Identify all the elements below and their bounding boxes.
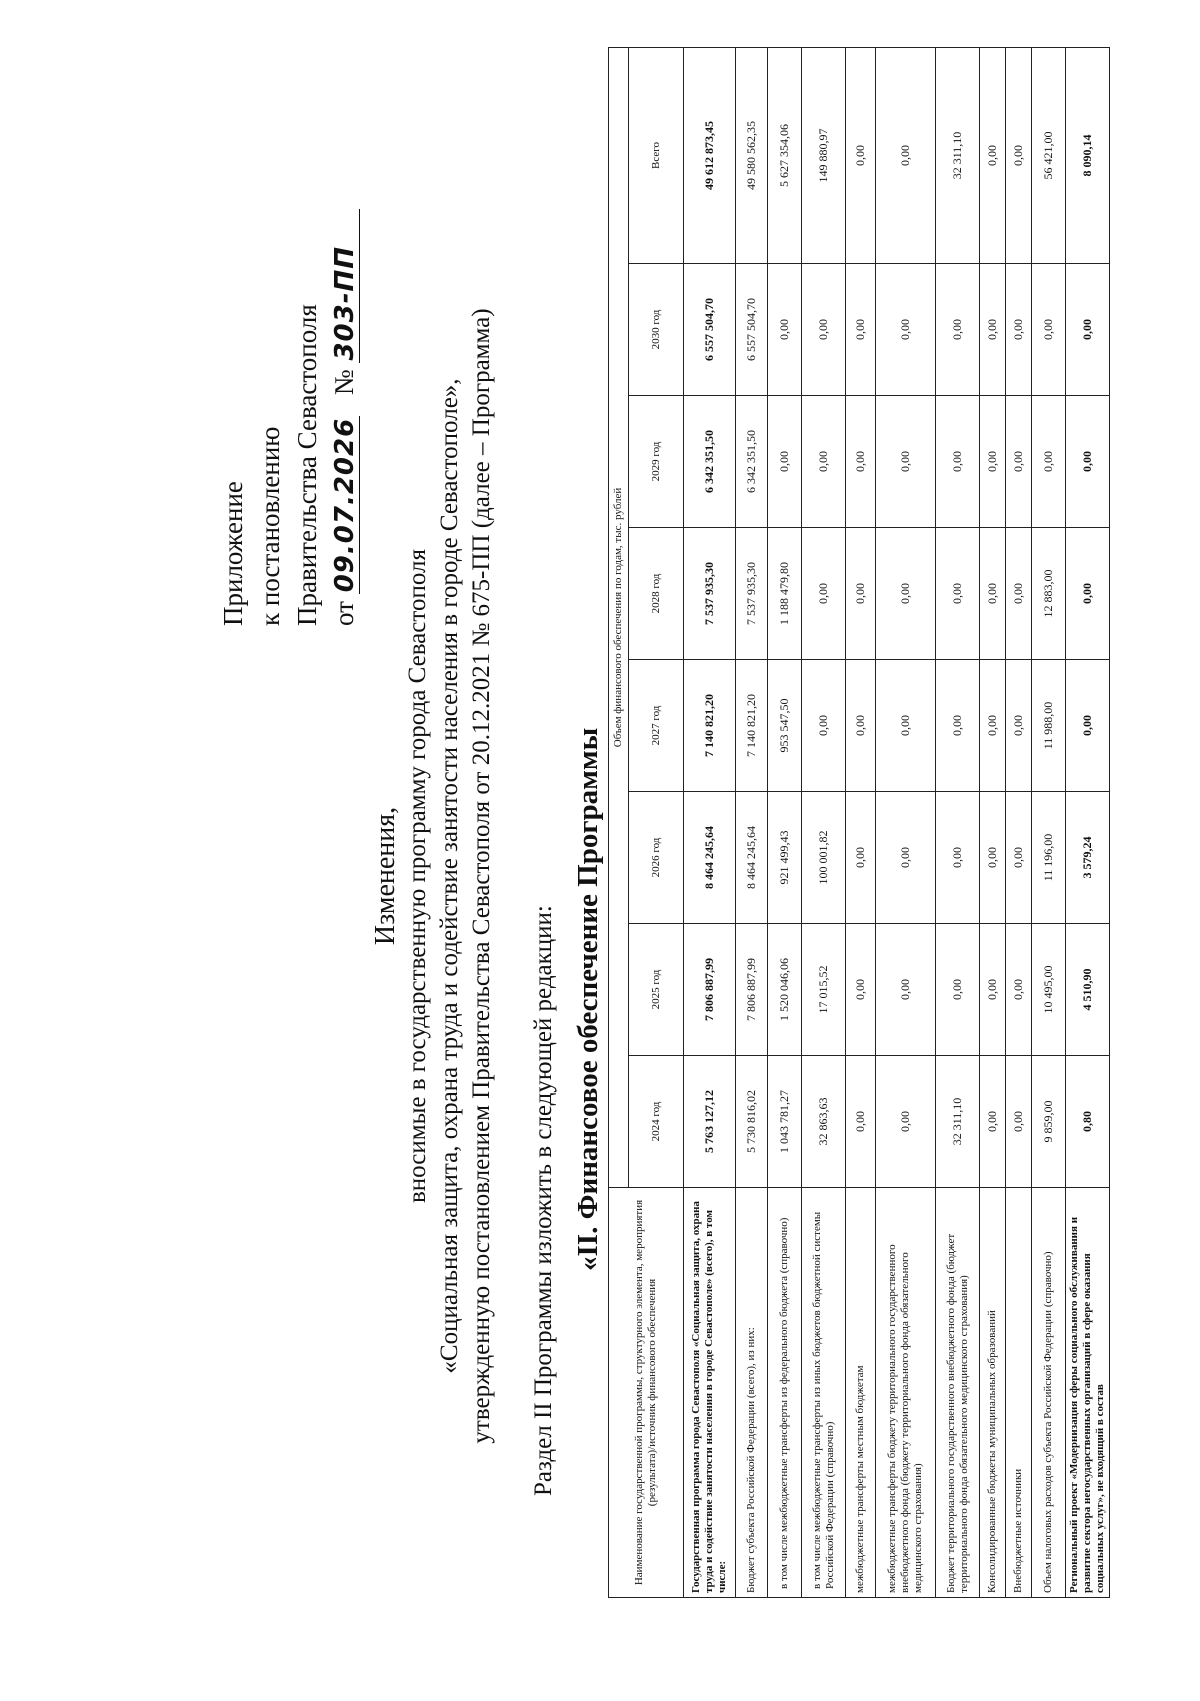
value-cell: 0,00: [936, 264, 980, 396]
section-title: «II. Финансовое обеспечение Программы: [572, 727, 604, 1271]
value-cell: 6 557 504,70: [684, 264, 736, 396]
value-cell: 0,00: [936, 792, 980, 924]
table-row: [1032, 47, 1066, 1597]
value-cell: 9 859,00: [1032, 1056, 1066, 1188]
row-label: Объем налоговых расходов субъекта Российской Федерации (справочно): [1032, 1188, 1066, 1598]
value-cell: 7 806 887,99: [736, 924, 768, 1056]
value-cell: 56 421,00: [1032, 47, 1066, 263]
value-cell: 0,00: [1006, 47, 1032, 263]
value-cell: 0,00: [876, 528, 936, 660]
value-cell: 3 579,24: [1066, 792, 1110, 924]
value-cell: 12 883,00: [1032, 528, 1066, 660]
value-cell: 0,00: [936, 660, 980, 792]
value-cell: 32 863,63: [802, 1056, 846, 1188]
value-cell: 5 627 354,06: [768, 47, 802, 263]
value-cell: 6 342 351,50: [684, 396, 736, 528]
col-name-header: Наименование государственной программы, структурного элемента, мероприятия (результата)/источник финансового обеспечения: [609, 1188, 684, 1598]
row-label: Внебюджетные источники: [1006, 1188, 1032, 1598]
table-row: [876, 47, 936, 1597]
value-cell: 49 612 873,45: [684, 47, 736, 263]
row-label: Региональный проект «Модернизация сферы социального обслуживания и развитие сектора негосударственных организаций в сфере оказания социальных услуг», не входящий в состав: [1066, 1188, 1110, 1598]
table-row: [936, 47, 980, 1597]
value-cell: 0,00: [936, 924, 980, 1056]
value-cell: 0,00: [980, 47, 1006, 263]
appendix-line-2: к постановлению: [255, 426, 285, 626]
year-header: 2025 год: [629, 924, 684, 1056]
table-row: [846, 47, 876, 1597]
value-cell: 0,00: [980, 264, 1006, 396]
value-cell: 0,00: [1006, 264, 1032, 396]
value-cell: 0,00: [846, 264, 876, 396]
value-cell: 0,00: [1032, 396, 1066, 528]
value-cell: 1 520 046,06: [768, 924, 802, 1056]
date-prefix: от: [329, 601, 359, 626]
appendix-line-1: Приложение: [218, 481, 248, 626]
value-cell: 0,00: [980, 924, 1006, 1056]
title-line-1: Изменения,: [370, 806, 401, 946]
value-cell: 0,00: [1006, 924, 1032, 1056]
value-cell: 0,00: [876, 1056, 936, 1188]
financing-table: [608, 47, 1110, 1598]
value-cell: 0,00: [802, 264, 846, 396]
instruction-text: Раздел II Программы изложить в следующей редакции:: [530, 905, 557, 1496]
value-cell: 49 580 562,35: [736, 47, 768, 263]
value-cell: 0,00: [846, 1056, 876, 1188]
row-label: Консолидированные бюджеты муниципальных образований: [980, 1188, 1006, 1598]
value-cell: 0,00: [846, 528, 876, 660]
value-cell: 32 311,10: [936, 47, 980, 263]
value-cell: 0,00: [1006, 1056, 1032, 1188]
value-cell: 0,00: [846, 396, 876, 528]
year-header: 2027 год: [629, 660, 684, 792]
value-cell: 149 880,97: [802, 47, 846, 263]
value-cell: 921 499,43: [768, 792, 802, 924]
value-cell: 0,00: [1066, 396, 1110, 528]
financing-group-header: Объем финансового обеспечения по годам, тыс. рублей: [609, 47, 629, 1187]
value-cell: 0,00: [876, 792, 936, 924]
table-row: [980, 47, 1006, 1597]
value-cell: 10 495,00: [1032, 924, 1066, 1056]
value-cell: 11 988,00: [1032, 660, 1066, 792]
value-cell: 0,00: [980, 792, 1006, 924]
value-cell: 8 090,14: [1066, 47, 1110, 263]
value-cell: 0,00: [936, 528, 980, 660]
table-row: [736, 47, 768, 1597]
value-cell: 0,00: [768, 396, 802, 528]
value-cell: 0,00: [1006, 396, 1032, 528]
handwritten-date: 09.07.2026: [330, 417, 360, 593]
value-cell: 0,80: [1066, 1056, 1110, 1188]
value-cell: 0,00: [1006, 660, 1032, 792]
value-cell: 5 730 816,02: [736, 1056, 768, 1188]
value-cell: 0,00: [980, 396, 1006, 528]
value-cell: 4 510,90: [1066, 924, 1110, 1056]
value-cell: 7 140 821,20: [736, 660, 768, 792]
row-label: межбюджетные трансферты местным бюджетам: [846, 1188, 876, 1598]
row-label: Бюджет территориального государственного внебюджетного фонда (бюджет территориального фонда обязательного медицинского страхования): [936, 1188, 980, 1598]
value-cell: 0,00: [980, 528, 1006, 660]
value-cell: 6 342 351,50: [736, 396, 768, 528]
row-label: в том числе межбюджетные трансферты из иных бюджетов бюджетной системы Российской Федерации (справочно): [802, 1188, 846, 1598]
year-header: Всего: [629, 47, 684, 263]
value-cell: 0,00: [1006, 528, 1032, 660]
value-cell: 0,00: [876, 924, 936, 1056]
table-row: [768, 47, 802, 1597]
value-cell: 7 806 887,99: [684, 924, 736, 1056]
value-cell: 7 537 935,30: [684, 528, 736, 660]
year-header: 2028 год: [629, 528, 684, 660]
value-cell: 8 464 245,64: [684, 792, 736, 924]
number-prefix: №: [329, 369, 359, 396]
row-label: межбюджетные трансферты бюджету территориального государственного внебюджетного фонда (бюджету территориального фонда обязательного медицинского страхования): [876, 1188, 936, 1598]
document-title: [370, 141, 498, 1611]
value-cell: 6 557 504,70: [736, 264, 768, 396]
value-cell: 100 001,82: [802, 792, 846, 924]
value-cell: 0,00: [802, 528, 846, 660]
table-row: [684, 47, 736, 1597]
handwritten-number: 303-ПП: [331, 209, 360, 363]
value-cell: 0,00: [1066, 264, 1110, 396]
table-row: [802, 47, 846, 1597]
value-cell: 5 763 127,12: [684, 1056, 736, 1188]
value-cell: 0,00: [876, 47, 936, 263]
row-label: Государственная программа города Севастополя «Социальная защита, охрана труда и содействие занятости населения в городе Севастополе» (всего), в том числе:: [684, 1188, 736, 1598]
value-cell: 11 196,00: [1032, 792, 1066, 924]
appendix-date-line: [326, 66, 363, 626]
value-cell: 0,00: [846, 924, 876, 1056]
value-cell: 7 140 821,20: [684, 660, 736, 792]
year-header: 2030 год: [629, 264, 684, 396]
value-cell: 0,00: [1066, 660, 1110, 792]
title-line-2: вносимые в государственную программу города Севастополя: [404, 549, 431, 1203]
year-header: 2024 год: [629, 1056, 684, 1188]
appendix-block: [215, 66, 363, 626]
value-cell: 0,00: [980, 1056, 1006, 1188]
value-cell: 0,00: [846, 660, 876, 792]
value-cell: 0,00: [846, 792, 876, 924]
year-header: 2029 год: [629, 396, 684, 528]
value-cell: 32 311,10: [936, 1056, 980, 1188]
value-cell: 0,00: [1066, 528, 1110, 660]
value-cell: 0,00: [936, 396, 980, 528]
table-row: [1006, 47, 1032, 1597]
title-line-4: утвержденную постановлением Правительства Севастополя от 20.12.2021 № 675-ПП (далее – Программа): [468, 308, 495, 1444]
value-cell: 953 547,50: [768, 660, 802, 792]
value-cell: 0,00: [876, 396, 936, 528]
value-cell: 0,00: [1006, 792, 1032, 924]
value-cell: 0,00: [980, 660, 1006, 792]
table-row: [1066, 47, 1110, 1597]
year-header: 2026 год: [629, 792, 684, 924]
row-label: в том числе межбюджетные трансферты из федерального бюджета (справочно): [768, 1188, 802, 1598]
value-cell: 0,00: [1032, 264, 1066, 396]
row-label: Бюджет субъекта Российской Федерации (всего), из них:: [736, 1188, 768, 1598]
value-cell: 17 015,52: [802, 924, 846, 1056]
value-cell: 1 043 781,27: [768, 1056, 802, 1188]
value-cell: 1 188 479,80: [768, 528, 802, 660]
title-line-3: «Социальная защита, охрана труда и содействие занятости населения в городе Севастополе»,: [436, 378, 463, 1374]
appendix-line-3: Правительства Севастополя: [292, 304, 322, 626]
value-cell: 0,00: [802, 396, 846, 528]
value-cell: 0,00: [802, 660, 846, 792]
value-cell: 0,00: [846, 47, 876, 263]
value-cell: 8 464 245,64: [736, 792, 768, 924]
value-cell: 0,00: [876, 660, 936, 792]
value-cell: 7 537 935,30: [736, 528, 768, 660]
value-cell: 0,00: [876, 264, 936, 396]
value-cell: 0,00: [768, 264, 802, 396]
